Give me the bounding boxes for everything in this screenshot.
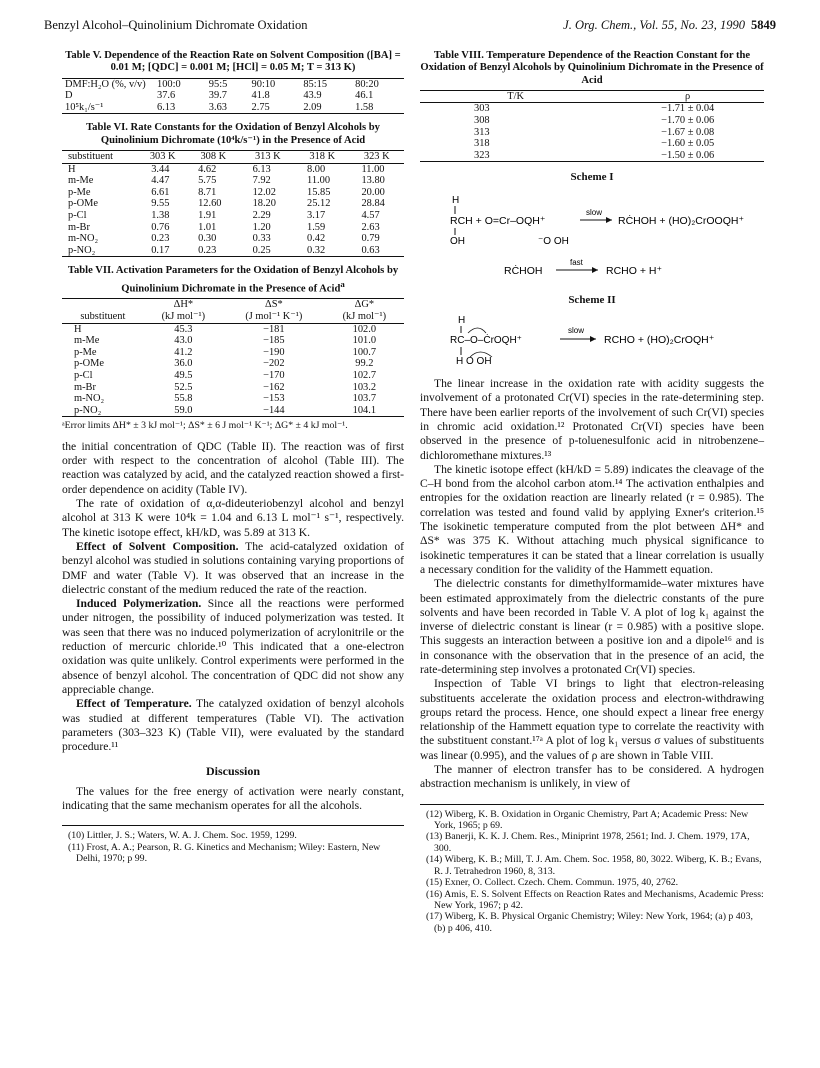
table7-row — [62, 382, 404, 394]
cell: 12.60 — [198, 198, 222, 210]
cell: 25.12 — [307, 198, 331, 210]
cell: 4.57 — [361, 209, 380, 221]
scheme2-diagram — [420, 311, 764, 369]
substituent: p-Me — [68, 186, 91, 198]
cell: 0.76 — [151, 221, 170, 233]
cell: 1.38 — [151, 209, 170, 221]
substituent: p-NO₂ — [68, 244, 96, 256]
scheme1-r2-right: RCHO + H⁺ — [606, 264, 663, 277]
substituent: p-Cl — [68, 209, 87, 221]
table7-row — [62, 358, 404, 370]
table7-footnote: ᵃError limits ΔH* ± 3 kJ mol⁻¹; ΔS* ± 6 J mol⁻¹ K⁻¹; ΔG* ± 4 kJ mol⁻¹. — [62, 420, 348, 432]
cell: 8.71 — [198, 186, 217, 198]
cell: 0.17 — [151, 244, 170, 256]
table6-caption: Table VI. Rate Constants for the Oxidation of Benzyl Alcohols by Quinolinium Dichromate (10⁴k/s⁻¹) in the Presence of Acid — [86, 122, 380, 146]
rho-value: −1.71 ± 0.04 — [661, 103, 715, 115]
cell: 6.61 — [151, 186, 170, 198]
column-header: substituent — [62, 150, 139, 163]
left-column — [62, 50, 404, 865]
cell: −181 — [263, 323, 285, 335]
row-label: 10⁵k₁/s⁻¹ — [65, 101, 104, 113]
section-polymerization: Induced Polymerization. — [76, 597, 202, 611]
substituent: p-Cl — [74, 370, 93, 381]
t7-h-dg: ΔG* — [354, 299, 375, 311]
table5 — [62, 78, 404, 115]
rho-value: −1.60 ± 0.05 — [661, 138, 715, 150]
cell: 3.44 — [151, 163, 170, 175]
cell: 1.01 — [198, 221, 217, 233]
right-references — [420, 804, 764, 934]
reference: (10) Littler, J. S.; Waters, W. A. J. Chem. Soc. 1959, 1299. — [68, 830, 297, 842]
table7-caption-text: Table VII. Activation Parameters for the Oxidation of Benzyl Alcohols by Quinolinium Dichromate in the Presence of Acid — [67, 265, 399, 295]
right-column — [420, 50, 764, 934]
table8-row — [420, 103, 764, 115]
t7-h-ds: ΔS* — [265, 299, 283, 311]
column-header: (J mol⁻¹ K⁻¹) — [223, 311, 325, 323]
cell: 1.20 — [252, 221, 271, 233]
substituent: p-OMe — [68, 198, 99, 210]
cell: 0.25 — [252, 244, 271, 256]
row-label: DMF:H₂O (%, v/v) — [65, 78, 146, 90]
cell: 37.6 — [157, 90, 176, 102]
left-paragraph-3: Effect of Solvent Composition. The acid-catalyzed oxidation of benzyl alcohol was studied in solutions containing varying proportions of DMF and water (Table V). It was observed that an increase in the dielectric constant of the medium reduced the rate of the reaction. — [62, 539, 404, 596]
cell: 43.0 — [174, 335, 193, 347]
table7-row — [62, 347, 404, 359]
cell: 5.75 — [198, 175, 217, 187]
scheme2-title: Scheme II — [568, 293, 616, 306]
cell: 95:5 — [208, 78, 228, 90]
right-paragraph-2: The kinetic isotope effect (kH/kD = 5.89) indicates the cleavage of the C–H bond from the alcohol carbon atom.¹⁴ The activation enthalpies and entropies for the oxidation reaction are linearly related (r = 0.985). The correlation was tested and found valid by applying Exner's criterion.¹⁵ The isokinetic temperature computed from the plot between ΔH* and ΔS* was 375 K. Without attaching much physical significance to isokinetic temperatures it can be stated that a linear correlation is usually a necessary condition for the validity of the Hammett equation. — [420, 462, 764, 576]
cell: 1.58 — [355, 101, 374, 113]
substituent: m-Me — [74, 335, 100, 347]
column-header: 313 K — [241, 150, 295, 163]
cell: 45.3 — [174, 323, 193, 335]
table5-row — [62, 90, 404, 102]
scheme1-r2-label: fast — [570, 257, 583, 267]
cell: −202 — [263, 358, 285, 370]
cell: 2.75 — [251, 101, 270, 113]
table8-row — [420, 150, 764, 162]
table7-row — [62, 370, 404, 382]
column-header: (kJ mol⁻¹) — [325, 311, 404, 323]
cell: 52.5 — [174, 381, 193, 393]
cell: 41.2 — [174, 346, 193, 358]
cell: 85:15 — [303, 78, 328, 90]
svg-text:H O OH: H O OH — [456, 356, 492, 368]
svg-text:H: H — [458, 315, 466, 327]
svg-text:OH: OH — [450, 235, 465, 247]
table6-row — [62, 222, 404, 234]
cell: 102.0 — [352, 323, 377, 335]
table7 — [62, 298, 404, 417]
scheme1-r1-right: RĊHOH + (HO)₂CrOOQH⁺ — [618, 214, 744, 227]
cell: 102.7 — [352, 370, 377, 381]
cell: 0.23 — [198, 244, 217, 256]
t8-h-temp: T/K — [420, 90, 611, 103]
table6-row — [62, 210, 404, 222]
section-temperature: Effect of Temperature. — [76, 697, 192, 711]
cell: −185 — [263, 335, 285, 347]
substituent: m-Br — [74, 381, 96, 393]
table7-row — [62, 323, 404, 335]
cell: 8.00 — [307, 163, 326, 175]
cell: 103.7 — [352, 393, 377, 405]
table8 — [420, 90, 764, 163]
cell: 0.79 — [361, 233, 380, 245]
column-header: 323 K — [349, 150, 404, 163]
cell: 2.09 — [303, 101, 322, 113]
rho-value: −1.67 ± 0.08 — [661, 126, 715, 138]
cell: 1.59 — [307, 221, 326, 233]
left-paragraph-1: the initial concentration of QDC (Table II). The reaction was of first order with respect to the concentration of alcohol (Table III). The reaction was catalyzed by acid, and the catalyzed reaction showed a first-order dependence on acidity (Table IV). — [62, 439, 404, 496]
right-paragraph-3: The dielectric constants for dimethylformamide–water mixtures have been estimated approximately from the dielectric constants of the pure solvents and have been recorded in Table V. A plot of log k₁ against the inverse of dielectric constant is linear (r = 0.985) with a positive slope. This suggests an interaction between a positive ion and a dipole¹⁶ and is in consonance with the observation that in the presence of an acid, the rate-determining step involves a protonated Cr(VI) species. — [420, 577, 764, 676]
cell: 2.63 — [361, 221, 380, 233]
left-paragraph-4: Induced Polymerization. Since all the reactions were performed under nitrogen, the possibility of induced polymerization was tested. It was seen that there was no induced polymerization of acrylonitrile or the reduction of mercuric chloride.¹⁰ This indicated that a one-electron oxidation was quite unlikely. Control experiments were performed in the absence of benzyl alcohol. The concentration of QDC did not show any appreciable change. — [62, 597, 405, 696]
column-header: 318 K — [295, 150, 349, 163]
cell: 15.85 — [307, 186, 331, 198]
table6-row — [62, 198, 404, 210]
cell: −144 — [263, 404, 285, 416]
table6-row — [62, 175, 404, 187]
journal-name: J. Org. Chem., Vol. 55, No. 23, 1990 — [563, 18, 745, 32]
cell: 46.1 — [355, 90, 374, 102]
cell: 2.29 — [252, 209, 271, 221]
right-paragraph-1: The linear increase in the oxidation rate with acidity suggests the involvement of a protonated Cr(VI) species in the rate-determining step. There have been earlier reports of the involvement of such Cr(VI) species in chromic acid oxidation.¹² Protonated Cr(VI) species have been observed in the presence of p-toluenesulfonic acid in nitrobenzene–dichloromethane mixtures.¹³ — [420, 377, 764, 462]
t8-h-rho: ρ — [611, 90, 764, 103]
cell: 6.13 — [157, 101, 176, 113]
substituent: p-Me — [74, 346, 97, 358]
scheme2-label: slow — [568, 326, 585, 336]
table8-row — [420, 138, 764, 150]
svg-text:H: H — [452, 194, 460, 206]
journal-citation — [563, 18, 776, 33]
temperature: 318 — [474, 138, 490, 150]
cell: −153 — [263, 393, 285, 405]
cell: 0.33 — [252, 233, 271, 245]
scheme1-r1-left: RCH + O=Cr–OQH⁺ — [450, 214, 546, 227]
cell: 39.7 — [208, 90, 227, 102]
cell: 20.00 — [361, 186, 385, 198]
scheme1-r1-label: slow — [586, 207, 603, 217]
cell: −190 — [263, 346, 285, 358]
cell: 100:0 — [157, 78, 181, 90]
discussion-heading: Discussion — [205, 764, 261, 779]
cell: 100.7 — [352, 346, 377, 358]
substituent: p-NO₂ — [74, 404, 102, 416]
substituent: H — [68, 163, 76, 175]
table6-row — [62, 163, 404, 175]
substituent: m-Br — [68, 221, 90, 233]
table7-row — [62, 405, 404, 417]
table7-row — [62, 335, 404, 347]
t7-h-dh: ΔH* — [173, 299, 194, 311]
table6-row — [62, 245, 404, 257]
cell: 0.63 — [361, 244, 380, 256]
temperature: 313 — [474, 126, 490, 138]
table5-row — [62, 102, 404, 114]
temperature: 323 — [474, 149, 490, 161]
row-label: D — [65, 90, 73, 102]
table6-row — [62, 187, 404, 199]
running-title: Benzyl Alcohol–Quinolinium Dichromate Oxidation — [44, 18, 308, 32]
substituent: m-NO₂ — [74, 393, 105, 405]
substituent: m-Me — [68, 175, 94, 187]
left-paragraph-2: The rate of oxidation of α,α-dideuteriobenzyl alcohol and benzyl alcohol at 313 K were 10⁴k = 1.04 and 6.13 L mol⁻¹ s⁻¹, respectively. The kinetic isotope effect, kH/kD, was 5.89 at 313 K. — [62, 497, 404, 539]
cell: 80:20 — [355, 78, 379, 90]
scheme2-product: RCHO + (HO)₂CrOQH⁺ — [604, 334, 715, 347]
cell: 1.91 — [198, 209, 217, 221]
reference: (16) Amis, E. S. Solvent Effects on Reaction Rates and Mechanisms, Academic Press: New York, 1967; p 42. — [426, 888, 764, 911]
table6-row — [62, 233, 404, 245]
svg-text:⁻O OH: ⁻O OH — [538, 235, 569, 247]
table7-caption — [62, 265, 404, 295]
column-header: 303 K — [139, 150, 186, 163]
cell: 104.1 — [352, 404, 377, 416]
cell: 13.80 — [361, 175, 385, 187]
left-paragraph-6: The values for the free energy of activation were nearly constant, indicating that the same mechanism operates for all the alcohols. — [62, 784, 404, 812]
cell: 0.42 — [307, 233, 326, 245]
column-header: substituent — [62, 311, 144, 323]
reference: (14) Wiberg, K. B.; Mill, T. J. Am. Chem. Soc. 1958, 80, 3022. Wiberg, K. B.; Evans, R. J. Tetrahedron 1960, 8, 313. — [426, 854, 762, 877]
reference: (12) Wiberg, K. B. Oxidation in Organic Chemistry, Part A; Academic Press: New York, 1965; p 69. — [426, 808, 749, 832]
table8-row — [420, 115, 764, 127]
cell: 12.02 — [252, 186, 276, 198]
reference: (13) Banerji, K. K. J. Chem. Res., Miniprint 1978, 2561; Ind. J. Chem. 1979, 17A, 300. — [426, 831, 750, 854]
reference: (15) Exner, O. Collect. Czech. Chem. Commun. 1975, 40, 2762. — [426, 877, 679, 889]
column-header: (kJ mol⁻¹) — [144, 311, 223, 323]
cell: 0.32 — [307, 244, 326, 256]
section-solvent: Effect of Solvent Composition. — [76, 539, 239, 553]
table8-caption: Table VIII. Temperature Dependence of the Reaction Constant for the Oxidation of Benzyl Alcohols by Quinolinium Dichromate in the Presence of Acid — [420, 50, 764, 86]
cell: 3.63 — [208, 101, 227, 113]
right-paragraph-5: The manner of electron transfer has to be considered. A hydrogen abstraction mechanism is unlikely, in view of — [420, 763, 764, 791]
reference: (17) Wiberg, K. B. Physical Organic Chemistry; Wiley: New York, 1964; (a) p 403, (b) p 406, 410. — [426, 911, 753, 934]
cell: 101.0 — [352, 335, 377, 347]
right-paragraph-4: Inspection of Table VI brings to light that electron-releasing substituents accelerate the oxidation process and electron-withdrawing groups retard the process. Hence, one should expect a linear free energy relationship of the Hammett equation type to correlate the reactivity with the substituent constant.¹⁷ᵃ A plot of log k₁ versus σ values of substituents was linear (0.995), and the values of ρ are shown in Table VIII. — [420, 677, 764, 762]
cell: 9.55 — [151, 198, 170, 210]
cell: 0.23 — [151, 233, 170, 245]
cell: 43.9 — [303, 90, 322, 102]
cell: 28.84 — [361, 198, 385, 210]
cell: 103.2 — [352, 381, 377, 393]
rho-value: −1.70 ± 0.06 — [661, 115, 715, 127]
cell: 59.0 — [174, 404, 193, 416]
cell: −170 — [263, 370, 285, 381]
table5-caption: Table V. Dependence of the Reaction Rate on Solvent Composition ([BA] = 0.01 M; [QDC] = 0.001 M; [HCl] = 0.05 M; T = 313 K) — [65, 50, 401, 74]
cell: 18.20 — [252, 198, 276, 210]
temperature: 303 — [474, 103, 490, 115]
cell: 11.00 — [361, 163, 385, 175]
substituent: H — [74, 323, 82, 335]
cell: 7.92 — [252, 175, 271, 187]
scheme1-title: Scheme I — [570, 171, 614, 184]
cell: 55.8 — [174, 393, 193, 405]
cell: 36.0 — [174, 358, 193, 370]
cell: −162 — [263, 381, 285, 393]
temperature: 308 — [474, 115, 490, 127]
left-references — [62, 825, 404, 864]
cell: 49.5 — [174, 370, 193, 381]
rho-value: −1.50 ± 0.06 — [661, 149, 715, 161]
column-header: 308 K — [186, 150, 240, 163]
cell: 6.13 — [252, 163, 271, 175]
cell: 90:10 — [251, 78, 276, 90]
table7-row — [62, 393, 404, 405]
cell: 3.17 — [307, 209, 326, 221]
cell: 0.30 — [198, 233, 217, 245]
left-paragraph-5: Effect of Temperature. The catalyzed oxidation of benzyl alcohols was studied at different temperatures (Table VI). The activation parameters (303–323 K) (Table VII), were evaluated by the standard procedure.¹¹ — [62, 697, 404, 754]
table6 — [62, 150, 404, 257]
cell: 11.00 — [307, 175, 331, 187]
scheme1-r2-left: RĊHOH — [504, 264, 543, 277]
scheme1-diagram — [420, 189, 764, 285]
page-number: 5849 — [751, 18, 776, 32]
cell: 99.2 — [355, 358, 374, 370]
cell: 4.47 — [151, 175, 170, 187]
cell: 4.62 — [198, 163, 217, 175]
substituent: m-NO₂ — [68, 233, 99, 245]
table5-row — [62, 78, 404, 90]
table7-caption-mark: a — [340, 278, 345, 289]
table8-row — [420, 127, 764, 139]
svg-text:RC–O–ĊrOQH⁺: RC–O–ĊrOQH⁺ — [450, 335, 522, 347]
substituent: p-OMe — [74, 358, 105, 370]
cell: 41.8 — [251, 90, 270, 102]
reference: (11) Frost, A. A.; Pearson, R. G. Kinetics and Mechanism; Wiley: Eastern, New Delhi, 1970; p 99. — [68, 841, 381, 865]
